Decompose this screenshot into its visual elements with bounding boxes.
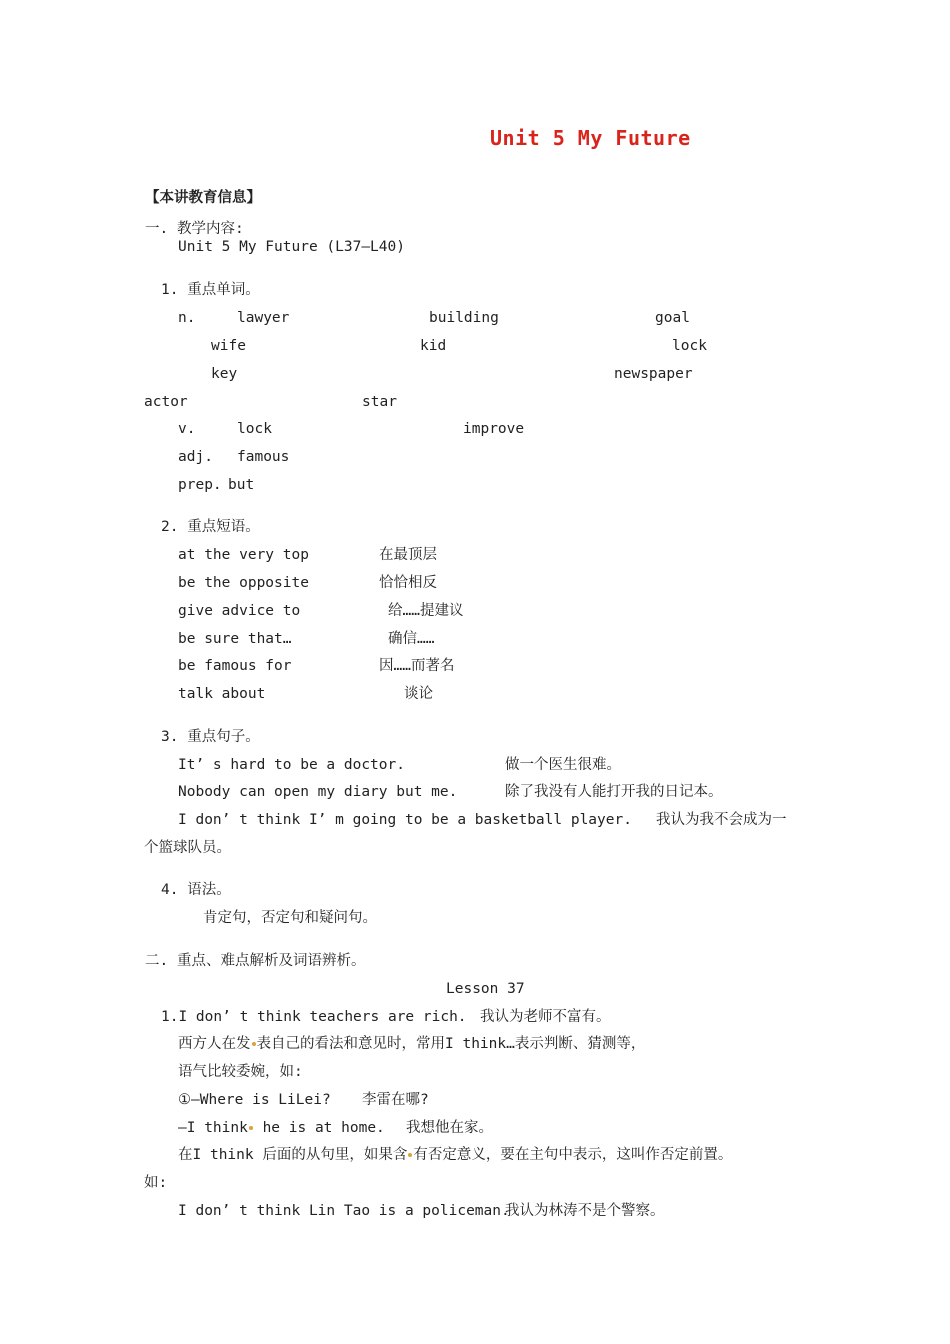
point1-cn: 我认为老师不富有。 — [480, 1009, 611, 1025]
word-building: building — [429, 310, 499, 326]
annotation-dot-icon — [249, 1126, 253, 1130]
example-en: ①—Where is LiLei? — [178, 1092, 331, 1108]
sentence-wrap: 个篮球队员。 — [144, 840, 231, 856]
adj-label: adj. — [178, 449, 213, 465]
annotation-dot-icon — [252, 1042, 256, 1046]
word-but: but — [228, 477, 255, 493]
phrase-cn: 恰恰相反 — [379, 575, 437, 591]
lesson-label: Lesson 37 — [446, 981, 525, 997]
annotation-dot-icon — [408, 1153, 412, 1157]
example-part: —I think — [178, 1120, 248, 1136]
phrase-cn: 因……而著名 — [379, 658, 455, 674]
sentence-cn: 我认为我不会成为一 — [656, 812, 787, 828]
word-star: star — [362, 394, 397, 410]
word-goal: goal — [655, 310, 690, 326]
phrases-heading: 2. 重点短语。 — [161, 519, 260, 535]
grammar-text: 肯定句，否定句和疑问句。 — [203, 910, 377, 926]
word-wife: wife — [211, 338, 246, 354]
phrase-en: be famous for — [178, 658, 292, 674]
explain-part: 有否定意义，要在主句中表示，这叫作否定前置。 — [413, 1147, 733, 1163]
phrase-en: be the opposite — [178, 575, 309, 591]
sentence-en: It’ s hard to be a doctor. — [178, 757, 405, 773]
phrase-cn: 在最顶层 — [379, 547, 437, 563]
phrase-cn: 确信…… — [388, 631, 435, 647]
phrase-en: give advice to — [178, 603, 301, 619]
word-actor: actor — [144, 394, 188, 410]
example-part: he is at home. — [253, 1120, 385, 1136]
explain-line: 语气比较委婉，如: — [178, 1064, 303, 1080]
prep-label: prep. — [178, 477, 222, 493]
word-lawyer: lawyer — [237, 310, 290, 326]
explain-part: 表自己的看法和意见时，常用I think…表示判断、猜测等， — [256, 1036, 646, 1052]
words-heading: 1. 重点单词。 — [161, 282, 260, 298]
example-cn: 李雷在哪? — [362, 1092, 429, 1108]
word-lock: lock — [672, 338, 707, 354]
section1-subtitle: Unit 5 My Future (L37—L40) — [178, 239, 405, 255]
word-key: key — [211, 366, 238, 382]
example-en: I don’ t think Lin Tao is a policeman. — [178, 1203, 510, 1219]
phrase-en: at the very top — [178, 547, 309, 563]
sentence-en: I don’ t think I’ m going to be a basketball player. — [178, 812, 632, 828]
explain-line — [178, 1035, 645, 1053]
info-header: 【本讲教育信息】 — [145, 190, 261, 206]
phrase-en: talk about — [178, 686, 266, 702]
grammar-heading: 4. 语法。 — [161, 882, 231, 898]
section1-heading: 一. 教学内容: — [145, 221, 244, 237]
word-famous: famous — [237, 449, 290, 465]
word-lock-verb: lock — [237, 421, 272, 437]
sentences-heading: 3. 重点句子。 — [161, 729, 260, 745]
sentence-cn: 除了我没有人能打开我的日记本。 — [505, 784, 723, 800]
noun-label: n. — [178, 310, 196, 326]
explain-part: 西方人在发 — [178, 1036, 251, 1052]
verb-label: v. — [178, 421, 196, 437]
explain-line: 如: — [144, 1175, 168, 1191]
phrase-en: be sure that… — [178, 631, 292, 647]
example-en — [178, 1119, 385, 1137]
word-improve: improve — [463, 421, 525, 437]
explain-part: 在I think 后面的从句里，如果含 — [178, 1147, 408, 1163]
section2-heading: 二. 重点、难点解析及词语辨析。 — [145, 953, 366, 969]
word-kid: kid — [420, 338, 447, 354]
sentence-cn: 做一个医生很难。 — [505, 757, 621, 773]
example-cn: 我想他在家。 — [406, 1120, 493, 1136]
phrase-cn: 谈论 — [404, 686, 433, 702]
sentence-en: Nobody can open my diary but me. — [178, 784, 458, 800]
point1-en: 1.I don’ t think teachers are rich. — [161, 1009, 467, 1025]
phrase-cn: 给……提建议 — [388, 603, 464, 619]
explain-line — [178, 1146, 732, 1164]
page-title: Unit 5 My Future — [490, 126, 691, 150]
example-cn: 我认为林涛不是个警察。 — [505, 1203, 665, 1219]
word-newspaper: newspaper — [614, 366, 693, 382]
